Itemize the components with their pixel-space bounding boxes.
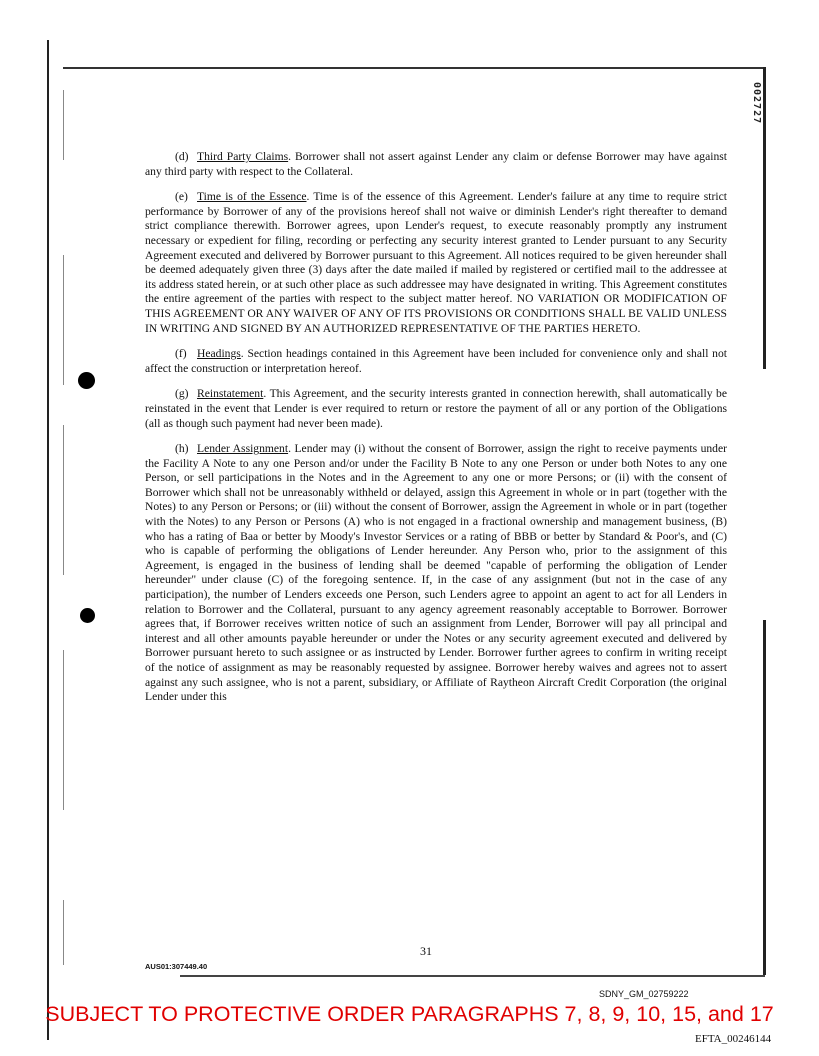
paragraph-text: . This Agreement, and the security interests granted in connection herewith, shall automatically be reinstated in the event that Lender is ever required to return or restore the payment of all or any portion of the Obligations (all as though such payment had never been made). <box>145 387 727 430</box>
protective-order-banner: SUBJECT TO PROTECTIVE ORDER PARAGRAPHS 7, 8, 9, 10, 15, and 17 <box>45 1002 774 1026</box>
paragraph-heading: Headings <box>197 347 241 361</box>
paragraph-h <box>145 442 727 705</box>
efta-stamp: EFTA_00246144 <box>695 1033 772 1045</box>
scan-border-top <box>63 67 765 69</box>
paragraph-text: . Section headings contained in this Agreement have been included for convenience only and shall not affect the construction or interpretation hereof. <box>145 347 727 375</box>
paragraph-label: (g) <box>175 387 189 401</box>
paragraph-heading: Lender Assignment <box>197 442 289 456</box>
scan-artifact-mark <box>63 900 64 965</box>
scan-border-bottom <box>180 975 765 977</box>
binder-hole-mark <box>78 372 95 389</box>
scan-artifact-mark <box>63 650 64 810</box>
paragraph-heading: Time is of the Essence <box>197 190 307 204</box>
paragraph-label: (h) <box>175 442 189 456</box>
scan-artifact-mark <box>63 90 64 160</box>
page-number: 31 <box>420 944 432 958</box>
paragraph-label: (e) <box>175 190 188 204</box>
paragraph-e <box>145 190 727 336</box>
binder-hole-mark <box>80 608 95 623</box>
scan-border-right <box>763 67 766 369</box>
paragraph-label: (f) <box>175 347 187 361</box>
paragraph-heading: Reinstatement <box>197 387 264 401</box>
sdny-stamp: SDNY_GM_02759222 <box>599 989 689 999</box>
paragraph-g <box>145 387 727 431</box>
paragraph-text: . Time is of the essence of this Agreement. Lender's failure at any time to require strict performance by Borrower of any of the provisions hereof shall not waive or diminish Lender's right thereafter to demand strict compliance therewith. Borrower agrees, upon Lender's request, to execute reasonably promptly any instrument necessary or expedient for filing, recording or perfecting any security interest granted to Lender pursuant to any Security Agreement executed and delivered by Borrower pursuant to this Agreement. All notices required to be given hereunder shall be deemed adequately given three (3) days after the date mailed if mailed by registered or certified mail to the addressee at its address stated herein, or at such other place as such addressee may have designated in writing. This Agreement constitutes the entire agreement of the parties with respect to the subject matter hereof. NO VARIATION OR MODIFICATION OF THIS AGREEMENT OR ANY WAIVER OF ANY OF ITS PROVISIONS OR CONDITIONS SHALL BE VALID UNLESS IN WRITING AND SIGNED BY AN AUTHORIZED REPRESENTATIVE OF THE PARTIES HERETO. <box>145 190 727 335</box>
scan-artifact-mark <box>63 425 64 575</box>
paragraph-f <box>145 347 727 376</box>
scan-border-right-lower <box>763 620 766 975</box>
paragraph-text: . Lender may (i) without the consent of Borrower, assign the right to receive payments under the Facility A Note to any one Person and/or under the Facility B Note to any one Person or under both Notes to any one Person, or sell participations in the Notes and in the Agreement to any one or more Persons; or (ii) with the consent of Borrower which shall not be unreasonably withheld or delayed, assign this Agreement in whole or in part (together with the Notes) to any Person or Persons; or (iii) without the consent of Borrower, assign the Agreement in whole or in part (together with the Notes) to any Person or Persons (A) who is not engaged in a fractional ownership and management business, (B) who has a rating of Baa or better by Moody's Investor Services or a rating of BBB or better by Standard & Poor's, and (C) who is capable of performing the obligations of Lender hereunder. Any Person who, prior to the assignment of this Agreement, is engaged in the business of lending shall be deemed "capable of performing the obligation of Lender hereunder" under clause (C) of the foregoing sentence. If, in the case of any assignment (but not in the case of any participation), the number of Lenders exceeds one Person, such Lenders agree to appoint an agent to act for all Lenders in relation to Borrower and the Collateral, pursuant to any agency agreement reasonably acceptable to Borrower. Borrower agrees that, if Borrower receives written notice of such an assignment from Lender, Borrower will pay all principal and interest and all other amounts payable hereunder or under the Notes or any security agreement executed and delivered by Borrower pursuant hereto to such assignee or as instructed by Lender. Borrower further agrees to confirm in writing receipt of the notice of assignment as may be reasonably requested by assignee. Borrower hereby waives and agrees not to assert against any such assignee, who is not a parent, subsidiary, or Affiliate of Raytheon Aircraft Credit Corporation (the original Lender under this <box>145 442 727 704</box>
document-body <box>145 150 727 716</box>
paragraph-text: . Borrower shall not assert against Lender any claim or defense Borrower may have against any third party with respect to the Collateral. <box>145 150 727 178</box>
scan-artifact-mark <box>63 255 64 385</box>
document-id: AUS01:307449.40 <box>145 962 208 971</box>
scan-border-left <box>47 40 49 1040</box>
paragraph-heading: Third Party Claims <box>197 150 289 163</box>
bates-stamp: 002727 <box>751 82 762 125</box>
paragraph-label: (d) <box>175 150 189 163</box>
paragraph-d <box>145 150 727 179</box>
